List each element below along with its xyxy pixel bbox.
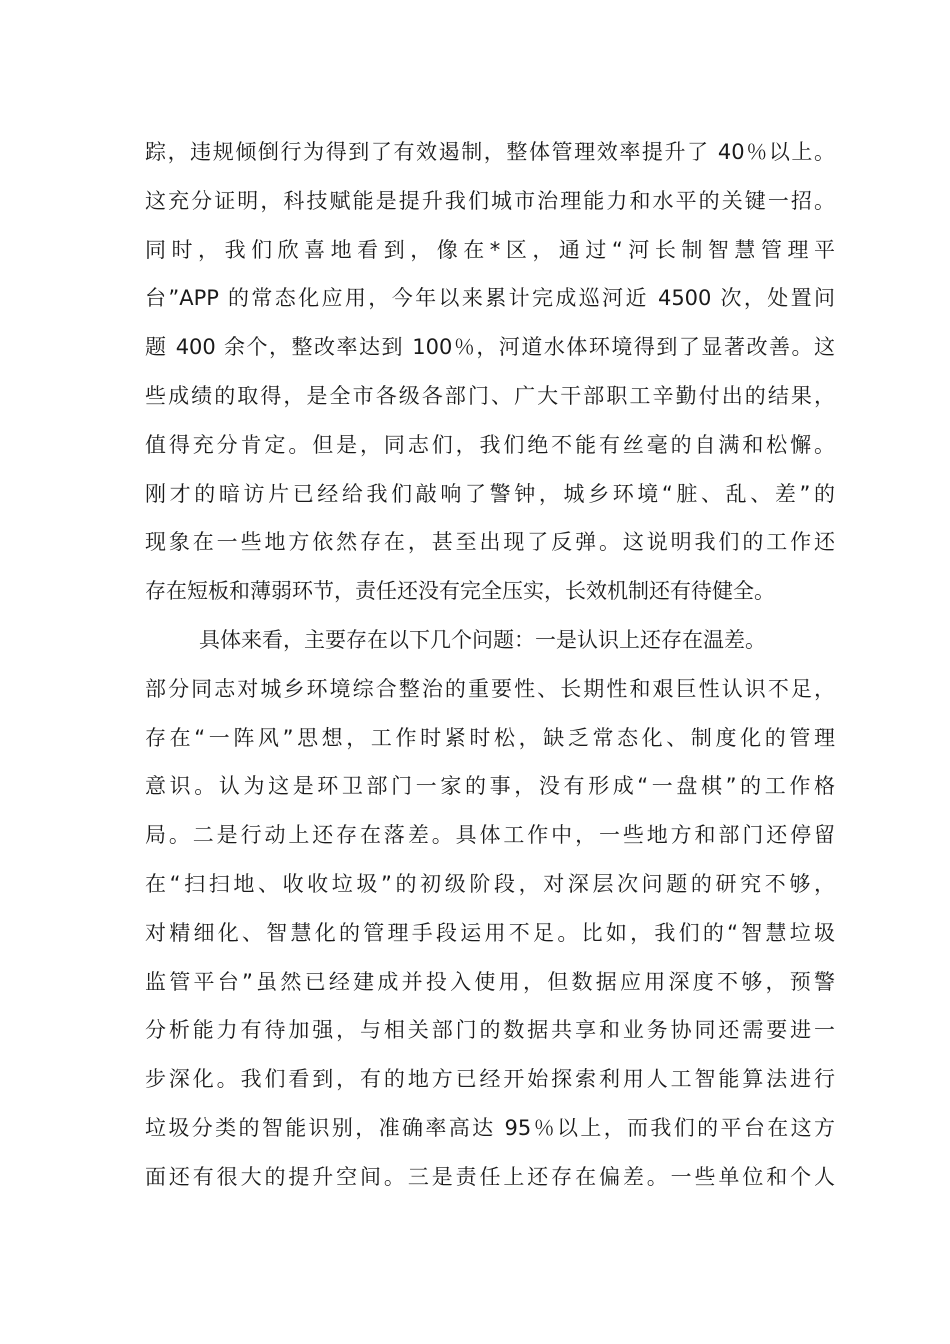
text-line: 题 400 余个，整改率达到 100％，河道水体环境得到了显著改善。这: [145, 335, 835, 360]
text-line: 现象在一些地方依然存在，甚至出现了反弹。这说明我们的工作还: [145, 530, 835, 555]
text-line: 这充分证明，科技赋能是提升我们城市治理能力和水平的关键一招。: [145, 188, 835, 213]
text-line: 部分同志对城乡环境综合整治的重要性、长期性和艰巨性认识不足，: [145, 676, 835, 701]
text-line: 对精细化、智慧化的管理手段运用不足。比如，我们的“智慧垃圾: [145, 920, 835, 945]
text-line: 存在“一阵风”思想，工作时紧时松，缺乏常态化、制度化的管理: [145, 725, 835, 750]
text-line: 些成绩的取得，是全市各级各部门、广大干部职工辛勤付出的结果，: [145, 383, 835, 408]
text-line: 刚才的暗访片已经给我们敲响了警钟，城乡环境“脏、乱、差”的: [145, 481, 835, 506]
text-line: 局。二是行动上还存在落差。具体工作中，一些地方和部门还停留: [145, 823, 835, 848]
text-line: 分析能力有待加强，与相关部门的数据共享和业务协同还需要进一: [145, 1018, 835, 1043]
text-line: 监管平台”虽然已经建成并投入使用，但数据应用深度不够，预警: [145, 969, 835, 994]
text-line: 踪，违规倾倒行为得到了有效遏制，整体管理效率提升了 40％以上。: [145, 140, 835, 164]
text-line: 值得充分肯定。但是，同志们，我们绝不能有丝毫的自满和松懈。: [145, 432, 835, 457]
text-line: 在“扫扫地、收收垃圾”的初级阶段，对深层次问题的研究不够，: [145, 871, 835, 896]
text-line: 存在短板和薄弱环节，责任还没有完全压实，长效机制还有待健全。: [145, 579, 775, 604]
text-line: 具体来看，主要存在以下几个问题：一是认识上还存在温差。: [199, 627, 766, 652]
paragraph-1: [145, 128, 835, 616]
text-line: 步深化。我们看到，有的地方已经开始探索利用人工智能算法进行: [145, 1067, 835, 1092]
text-line: 台”APP 的常态化应用，今年以来累计完成巡河近 4500 次，处置问: [145, 286, 835, 311]
text-line: 面还有很大的提升空间。三是责任上还存在偏差。一些单位和个人: [145, 1164, 835, 1189]
text-line: 同时，我们欣喜地看到，像在*区，通过“河长制智慧管理平: [145, 237, 835, 262]
body-text: [145, 128, 835, 1202]
text-line: 垃圾分类的智能识别，准确率高达 95％以上，而我们的平台在这方: [145, 1115, 835, 1140]
text-line: 意识。认为这是环卫部门一家的事，没有形成“一盘棋”的工作格: [145, 774, 835, 799]
paragraph-2: [145, 616, 835, 1202]
